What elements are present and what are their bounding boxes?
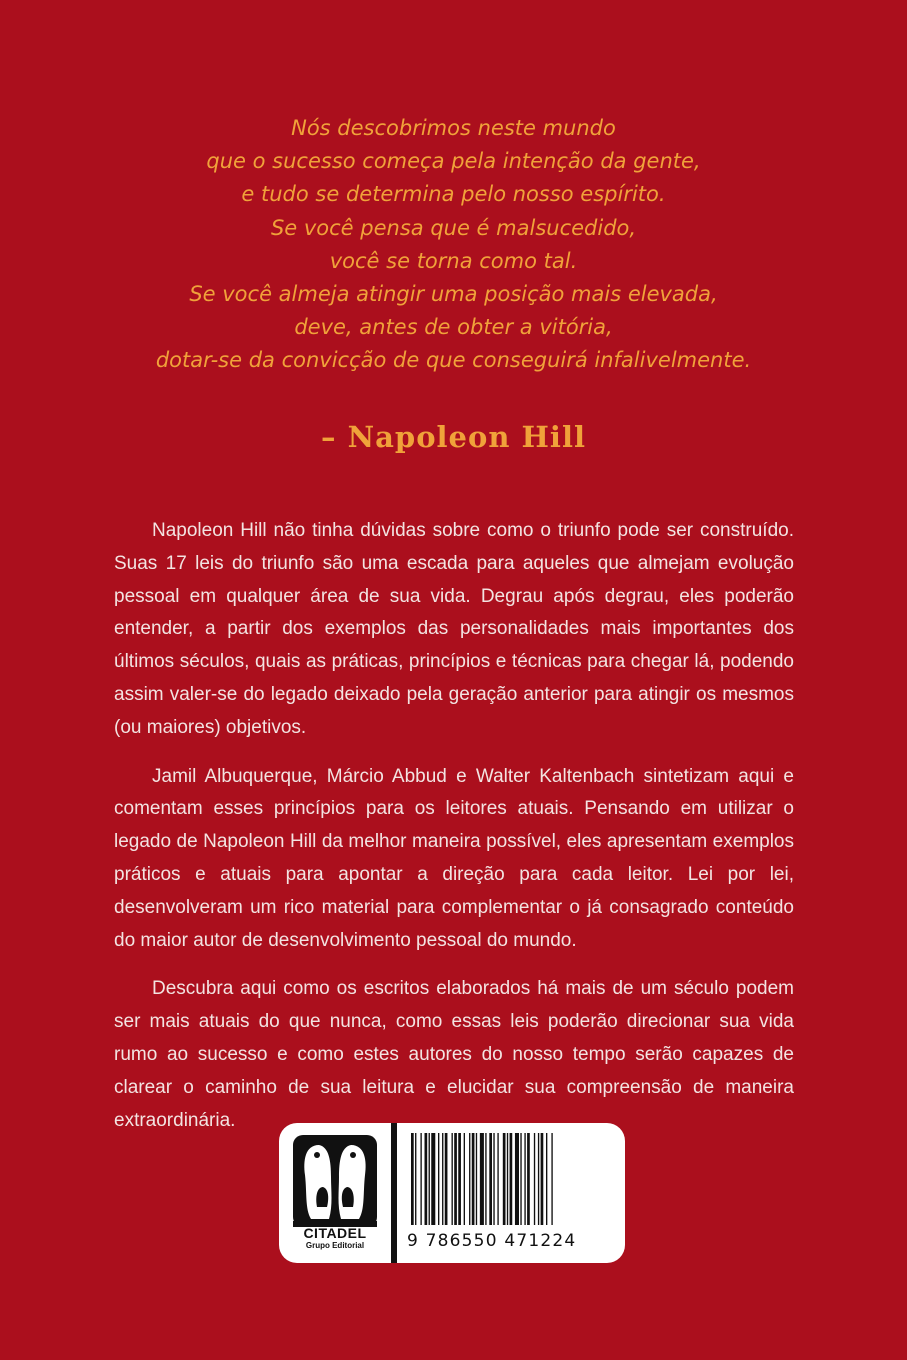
quote-line: Se você pensa que é malsucedido, [270,215,637,240]
blurb-paragraph: Napoleon Hill não tinha dúvidas sobre como o triunfo pode ser construído. Suas 17 leis do triunfo são uma escada para aqueles que almejam evolução pessoal em qualquer área de sua vida. Degrau após degrau, eles poderão entender, a partir dos exemplos das personalidades mais importantes dos últimos séculos, quais as práticas, princípios e técnicas para chegar lá, podendo assim valer-se do legado deixado pela geração anterior para atingir os mesmos (ou maiores) objetivos. [114,520,794,738]
blurb-paragraph: Jamil Albuquerque, Márcio Abbud e Walter Kaltenbach sintetizam aqui e comentam esses princípios para os leitores atuais. Pensando em utilizar o legado de Napoleon Hill da melhor maneira possível, eles apresentam exemplos práticos e atuais para apontar a direção para cada leitor. Lei por lei, desenvolveram um rico material para complementar o já consagrado conteúdo do maior autor de desenvolvimento pessoal do mundo. [114,765,794,951]
quote-line: e tudo se determina pelo nosso espírito. [241,182,666,207]
isbn-number: 9 786550 471224 [407,1231,577,1251]
blurb-paragraph: Descubra aqui como os escritos elaborados há mais de um século podem ser mais atuais do que nunca, como essas leis poderão direcionar sua vida rumo ao sucesso e como estes autores do nosso tempo serão capazes de clarear o caminho de sua leitura e elucidar sua compreensão de maneira extraordinária. [114,978,794,1131]
quote-line: que o sucesso começa pela intenção da gente, [206,149,701,174]
publisher-name: CITADEL [303,1225,367,1241]
panel-divider [391,1123,397,1263]
quote-line: você se torna como tal. [329,248,578,273]
quote-line: Se você almeja atingir uma posição mais elevada, [189,282,718,307]
publisher-barcode-panel [279,1123,625,1263]
epigraph-quote [0,112,907,378]
quote-line: dotar-se da convicção de que conseguirá infalivelmente. [155,348,752,373]
publisher-logo [279,1123,391,1263]
quote-line: Nós descobrimos neste mundo [291,116,616,140]
back-cover-blurb [114,515,794,1153]
quote-author: – Napoleon Hill [321,420,586,454]
quote-line: deve, antes de obter a vitória, [294,315,613,340]
publisher-tagline: Grupo Editorial [305,1241,365,1250]
isbn-barcode [407,1133,615,1259]
barcode-icon [407,1133,615,1229]
penguins-logo-icon [293,1135,377,1227]
